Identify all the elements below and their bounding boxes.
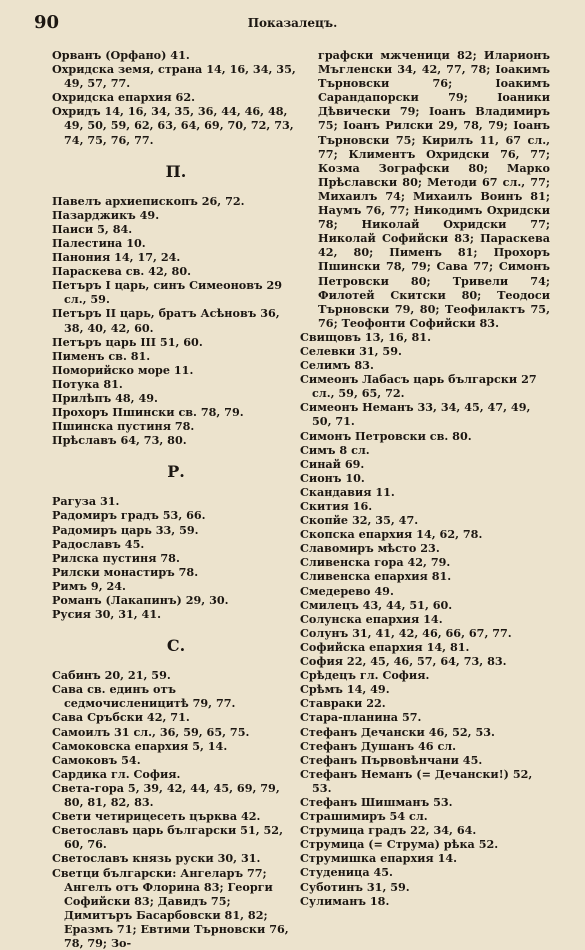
index-entry: Струмица (= Струма) рѣка 52.: [300, 837, 550, 851]
index-entry: Сардика гл. София.: [52, 767, 300, 781]
running-title: Показалецъ.: [0, 16, 585, 30]
page-header: [0, 10, 585, 36]
right-column: [300, 48, 550, 908]
index-entry: Самоковска епархия 5, 14.: [52, 739, 300, 753]
index-entry: Симонъ Петровски св. 80.: [300, 429, 550, 443]
index-entry: Скопйе 32, 35, 47.: [300, 513, 550, 527]
index-entry: Синай 69.: [300, 457, 550, 471]
index-entry: Срѣмъ 14, 49.: [300, 682, 550, 696]
index-entry: Радославъ 45.: [52, 537, 300, 551]
index-entry: Страшимиръ 54 сл.: [300, 809, 550, 823]
index-entry: Пазарджикъ 49.: [52, 208, 300, 222]
index-entry: София 22, 45, 46, 57, 64, 73, 83.: [300, 654, 550, 668]
index-entry: Палестина 10.: [52, 236, 300, 250]
index-entry: Смилецъ 43, 44, 51, 60.: [300, 598, 550, 612]
index-entry: Скития 16.: [300, 499, 550, 513]
left-column: [52, 48, 300, 950]
index-entry: Стефанъ Дечански 46, 52, 53.: [300, 725, 550, 739]
index-entry: Охридъ 14, 16, 34, 35, 36, 44, 46, 48, 49, 50, 59, 62, 63, 64, 69, 70, 72, 73, 74, 75, 76, 77.: [52, 104, 300, 146]
index-entry: Сава Сръбски 42, 71.: [52, 710, 300, 724]
index-group-s: [52, 668, 300, 950]
section-letter-p: П.: [52, 162, 300, 182]
index-entry: Срѣдецъ гл. София.: [300, 668, 550, 682]
index-entry: Сабинъ 20, 21, 59.: [52, 668, 300, 682]
index-entry: Сливенска епархия 81.: [300, 569, 550, 583]
section-letter-r: Р.: [52, 462, 300, 482]
index-entry: Охридска земя, страна 14, 16, 34, 35, 49, 57, 77.: [52, 62, 300, 90]
index-entry: Сава св. единъ отъ седмочисленицитѣ 79, 77.: [52, 682, 300, 710]
index-entry: Самоилъ 31 сл., 36, 59, 65, 75.: [52, 725, 300, 739]
index-entry: Света-гора 5, 39, 42, 44, 45, 69, 79, 80, 81, 82, 83.: [52, 781, 300, 809]
index-group-o: [52, 48, 300, 147]
index-entry: Поморийско море 11.: [52, 363, 300, 377]
index-entry: Охридска епархия 62.: [52, 90, 300, 104]
index-entry: Петъръ II царь, братъ Асѣновъ 36, 38, 40, 42, 60.: [52, 306, 300, 334]
index-entry: Рагуза 31.: [52, 494, 300, 508]
index-entry: Рилски монастиръ 78.: [52, 565, 300, 579]
index-entry: Студеница 45.: [300, 865, 550, 879]
index-entry: Павелъ архиепископъ 26, 72.: [52, 194, 300, 208]
index-entry: Орванъ (Орфано) 41.: [52, 48, 300, 62]
index-entry: Сионъ 10.: [300, 471, 550, 485]
index-entry: Стефанъ Неманъ (= Дечански!) 52, 53.: [300, 767, 550, 795]
index-entry: Радомиръ царь 33, 59.: [52, 523, 300, 537]
index-entry: Смедерево 49.: [300, 584, 550, 598]
index-entry: Скандавия 11.: [300, 485, 550, 499]
index-entry: Селимъ 83.: [300, 358, 550, 372]
index-entry: Солунска епархия 14.: [300, 612, 550, 626]
index-entry: Романъ (Лакапинъ) 29, 30.: [52, 593, 300, 607]
index-entry: Прилѣпъ 48, 49.: [52, 391, 300, 405]
index-entry: Светославъ князь руски 30, 31.: [52, 851, 300, 865]
index-entry: Софийска епархия 14, 81.: [300, 640, 550, 654]
section-letter-s: С.: [52, 636, 300, 656]
index-entry: Симъ 8 сл.: [300, 443, 550, 457]
index-entry: Паиси 5, 84.: [52, 222, 300, 236]
index-entry: Стефанъ Шишманъ 53.: [300, 795, 550, 809]
index-entry: Прѣславъ 64, 73, 80.: [52, 433, 300, 447]
index-entry: Потука 81.: [52, 377, 300, 391]
index-entry: Светци български: Ангеларъ 77; Ангелъ отъ Флорина 83; Георги Софийски 83; Давидъ 75; Димитъръ Басарбовски 81, 82; Еразмъ 71; Евтими Търновски 76, 78, 79; Зо-: [52, 866, 300, 950]
index-entry: Струмица градъ 22, 34, 64.: [300, 823, 550, 837]
index-entry: Панония 14, 17, 24.: [52, 250, 300, 264]
index-entry: Стара-планина 57.: [300, 710, 550, 724]
page-number: 90: [34, 12, 59, 33]
index-entry: Пименъ св. 81.: [52, 349, 300, 363]
index-entry: Петъръ I царь, синъ Симеоновъ 29 сл., 59.: [52, 278, 300, 306]
index-entry: Струмишка епархия 14.: [300, 851, 550, 865]
index-group-p: [52, 194, 300, 448]
index-entry: Симеонъ Лабасъ царь български 27 сл., 59, 65, 72.: [300, 372, 550, 400]
index-entry: Русия 30, 31, 41.: [52, 607, 300, 621]
index-entry: Светославъ царь български 51, 52, 60, 76.: [52, 823, 300, 851]
index-entry: Петъръ царь III 51, 60.: [52, 335, 300, 349]
index-entry: Стефанъ Първовѣнчани 45.: [300, 753, 550, 767]
index-entry: Суботинъ 31, 59.: [300, 880, 550, 894]
index-entry: Свищовъ 13, 16, 81.: [300, 330, 550, 344]
index-entry: Радомиръ градъ 53, 66.: [52, 508, 300, 522]
index-entry: Симеонъ Неманъ 33, 34, 45, 47, 49, 50, 71.: [300, 400, 550, 428]
index-entry: Сливенска гора 42, 79.: [300, 555, 550, 569]
index-entry: Ставраки 22.: [300, 696, 550, 710]
index-entry: Славомиръ мѣсто 23.: [300, 541, 550, 555]
index-entry: Свети четирицесеть църква 42.: [52, 809, 300, 823]
index-entry: Прохоръ Пшински св. 78, 79.: [52, 405, 300, 419]
index-entry: Солунъ 31, 41, 42, 46, 66, 67, 77.: [300, 626, 550, 640]
index-entry: Сулиманъ 18.: [300, 894, 550, 908]
index-entry: Стефанъ Душанъ 46 сл.: [300, 739, 550, 753]
index-entry: Римъ 9, 24.: [52, 579, 300, 593]
index-entry: Параскева св. 42, 80.: [52, 264, 300, 278]
index-entry: Селевки 31, 59.: [300, 344, 550, 358]
index-group-r: [52, 494, 300, 621]
index-entry: Скопска епархия 14, 62, 78.: [300, 527, 550, 541]
index-entry: Пшинска пустиня 78.: [52, 419, 300, 433]
index-entry: Самоковъ 54.: [52, 753, 300, 767]
index-group-s-continued: [300, 330, 550, 908]
saints-list-continuation: графски мжченици 82; Иларионъ Мъгленски 34, 42, 77, 78; Іоакимъ Търновски 76; Іоакимъ Сарандапорски 79; Іоаники Дѣвически 79; Іоанъ Владимиръ 75; Іоанъ Рилски 29, 78, 79; Іоанъ Търновски 75; Кирилъ 11, 67 сл., 77; Климентъ Охридски 76, 77; Козма Зографски 80; Марко Прѣславски 80; Методи 67 сл., 77; Михаилъ 74; Михаилъ Воинъ 81; Наумъ 76, 77; Никодимъ Охридски 78; Николай Охридски 77; Николай Софийски 83; Параскева 42, 80; Пименъ 81; Прохоръ Пшински 78, 79; Сава 77; Симонъ Петровски 80; Тривели 74; Филотей Скитски 80; Теодоси Търновски 79, 80; Теофилактъ 75, 76; Теофонти Софийски 83.: [300, 48, 550, 330]
index-entry: Рилска пустиня 78.: [52, 551, 300, 565]
